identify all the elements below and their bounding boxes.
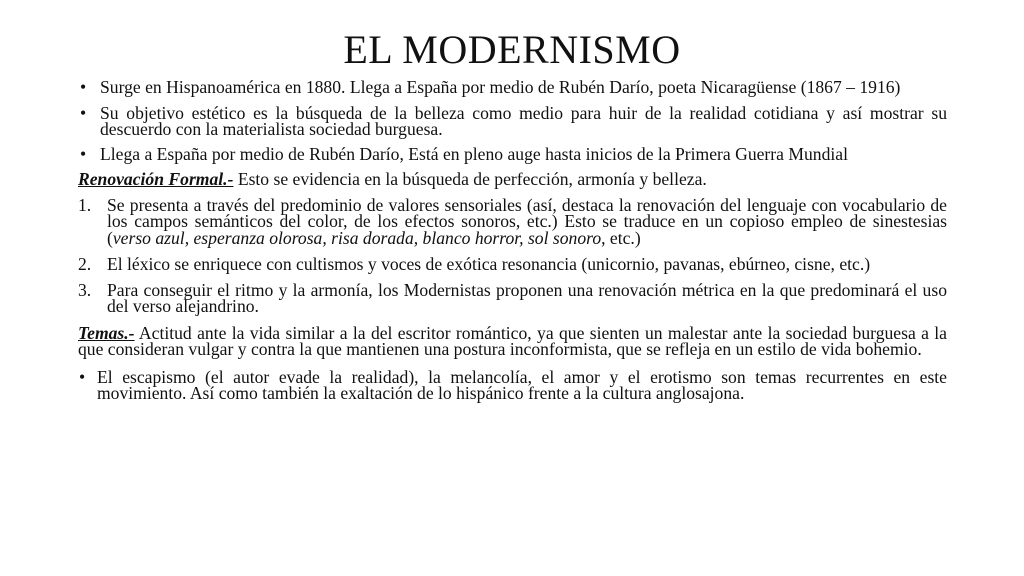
item-text: El léxico se enriquece con cultismos y voces de exótica resonancia (unicornio, pavanas, ebúrneo, cisne, etc.) (107, 254, 871, 274)
temas-label: Temas.- (78, 322, 135, 343)
item-number: 3. (78, 279, 92, 300)
item-text: Para conseguir el ritmo y la armonía, los Modernistas proponen una renovación métrica en la que predominará el uso del verso alejandrino. (107, 279, 947, 316)
temas-paragraph (78, 322, 947, 359)
renovacion-text: Esto se evidencia en la búsqueda de perfección, armonía y belleza. (233, 169, 707, 189)
renovacion-label: Renovación Formal.- (78, 169, 234, 189)
slide-title: EL MODERNISMO (343, 27, 681, 72)
sinestesias-examples: verso azul, esperanza olorosa, risa dorada, blanco horror, sol sonoro (112, 227, 602, 248)
bullet-objective: • Su objetivo estético es la búsqueda de la belleza como medio para huir de la realidad cotidiana y así mostrar su descuerdo con la materialista sociedad burguesa. (78, 105, 947, 138)
renovacion-paragraph (78, 171, 947, 188)
item-text: Se presenta a través del predominio de valores sensoriales (así, destaca la renovación del lenguaje con vocabulario de los campos semánticos del color, de los efectos sonoros, etc.) Esto se traduce en un copioso empleo de sinestesias ( (107, 194, 947, 248)
bullet-origin: • Surge en Hispanoamérica en 1880. Llega a España por medio de Rubén Darío, poeta Nicaragüense (1867 – 1916) (78, 79, 947, 96)
slide-body (78, 79, 947, 402)
numbered-item-2 (78, 256, 947, 273)
item-number: 2. (78, 254, 92, 274)
numbered-item-1 (78, 194, 947, 248)
bullet-themes: • El escapismo (el autor evade la realidad), la melancolía, el amor y el erotismo son temas recurrentes en este movimiento. Así como también la exaltación de lo hispánico frente a la cultura anglosajona. (78, 369, 947, 402)
item-number: 1. (78, 194, 92, 215)
temas-text: Actitud ante la vida similar a la del escritor romántico, ya que sienten un malestar ante la sociedad burguesa a la que consideran vulgar y contra la que mantienen una postura inconformista, que se refleja en un estilo de vida bohemio. (78, 322, 947, 359)
numbered-item-3 (78, 279, 947, 316)
bullet-arrival: • Llega a España por medio de Rubén Darío, Está en pleno auge hasta inicios de la Primera Guerra Mundial (78, 146, 947, 163)
item-text-end: , etc.) (601, 227, 641, 248)
